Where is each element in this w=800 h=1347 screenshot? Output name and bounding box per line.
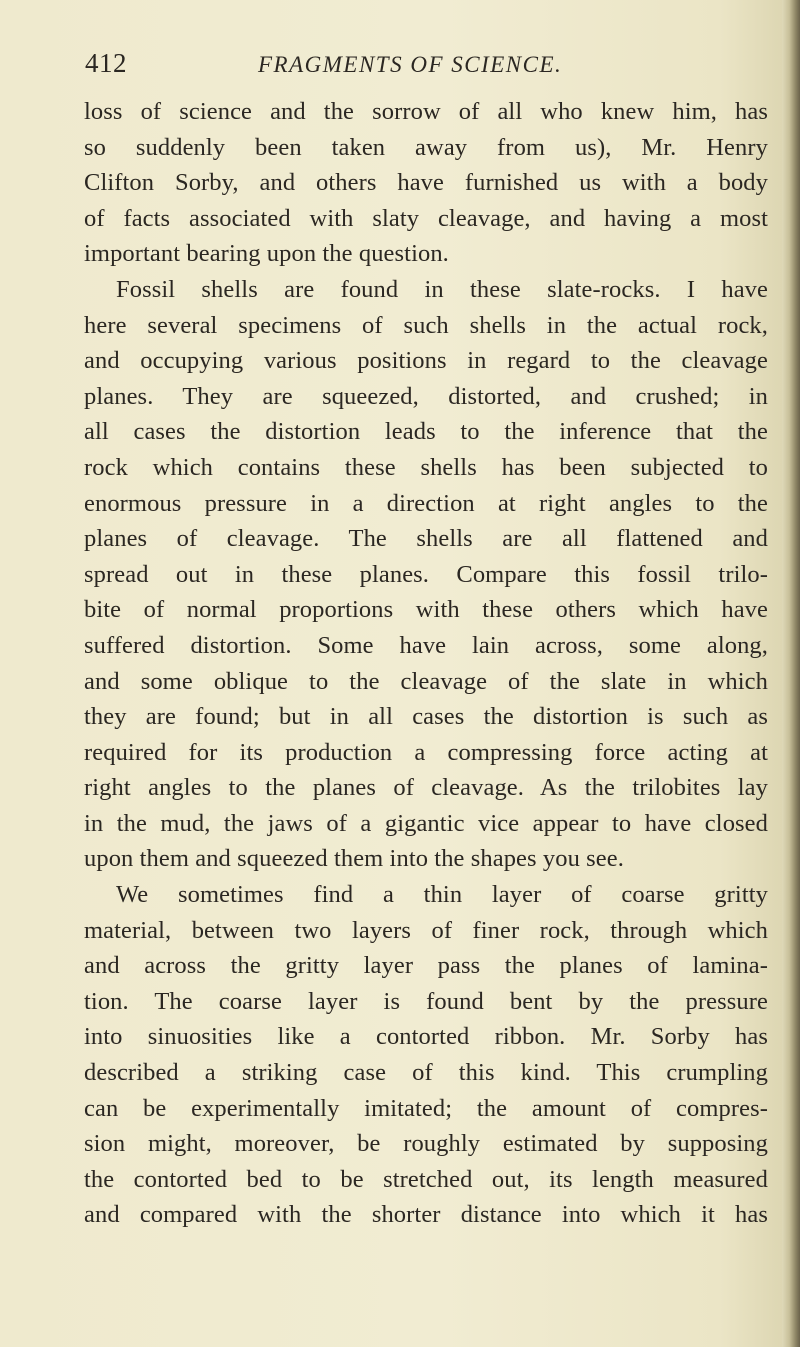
text-line: they are found; but in all cases the distortion is such as	[84, 703, 768, 731]
text-line: can be experimentally imitated; the amount of compres-	[84, 1094, 768, 1122]
running-head: FRAGMENTS OF SCIENCE.	[258, 52, 563, 77]
body-text	[84, 94, 768, 1233]
text-line: planes of cleavage. The shells are all flattened and	[84, 525, 768, 553]
text-line: and occupying various positions in regard to the cleavage	[84, 347, 768, 375]
text-line: Fossil shells are found in these slate-rocks. I have	[116, 275, 768, 303]
text-line: and compared with the shorter distance into which it has	[84, 1201, 768, 1229]
page-edge-shadow	[782, 0, 800, 1347]
text-line: of facts associated with slaty cleavage, and having a most	[84, 204, 768, 232]
text-line: right angles to the planes of cleavage. As the trilobites lay	[84, 774, 768, 802]
text-line: sion might, moreover, be roughly estimated by supposing	[84, 1130, 768, 1158]
text-line: suffered distortion. Some have lain across, some along,	[84, 631, 768, 659]
text-line: and some oblique to the cleavage of the slate in which	[84, 667, 768, 695]
text-line: spread out in these planes. Compare this fossil trilo-	[84, 560, 768, 588]
text-line: here several specimens of such shells in the actual rock,	[84, 311, 768, 339]
text-line: all cases the distortion leads to the inference that the	[84, 418, 768, 446]
text-line: important bearing upon the question.	[84, 240, 449, 268]
text-line: Clifton Sorby, and others have furnished us with a body	[84, 169, 768, 197]
text-line: into sinuosities like a contorted ribbon. Mr. Sorby has	[84, 1023, 768, 1051]
text-line: upon them and squeezed them into the shapes you see.	[84, 845, 624, 873]
text-line: described a striking case of this kind. This crumpling	[84, 1059, 768, 1087]
text-line: in the mud, the jaws of a gigantic vice appear to have closed	[84, 809, 768, 837]
text-line: rock which contains these shells has been subjected to	[84, 453, 768, 481]
page-number: 412	[85, 48, 127, 78]
text-line: bite of normal proportions with these others which have	[84, 596, 768, 624]
text-line: required for its production a compressing force acting at	[84, 738, 768, 766]
text-line: material, between two layers of finer rock, through which	[84, 916, 768, 944]
text-line: so suddenly been taken away from us), Mr. Henry	[84, 133, 768, 161]
text-line: tion. The coarse layer is found bent by the pressure	[84, 987, 768, 1015]
text-line: planes. They are squeezed, distorted, and crushed; in	[84, 382, 768, 410]
text-line: enormous pressure in a direction at right angles to the	[84, 489, 768, 517]
text-line: loss of science and the sorrow of all who knew him, has	[84, 98, 768, 125]
page-header	[0, 48, 800, 88]
text-line: and across the gritty layer pass the planes of lamina-	[84, 952, 768, 980]
text-line: We sometimes find a thin layer of coarse gritty	[116, 881, 768, 909]
text-line: the contorted bed to be stretched out, its length measured	[84, 1165, 768, 1193]
